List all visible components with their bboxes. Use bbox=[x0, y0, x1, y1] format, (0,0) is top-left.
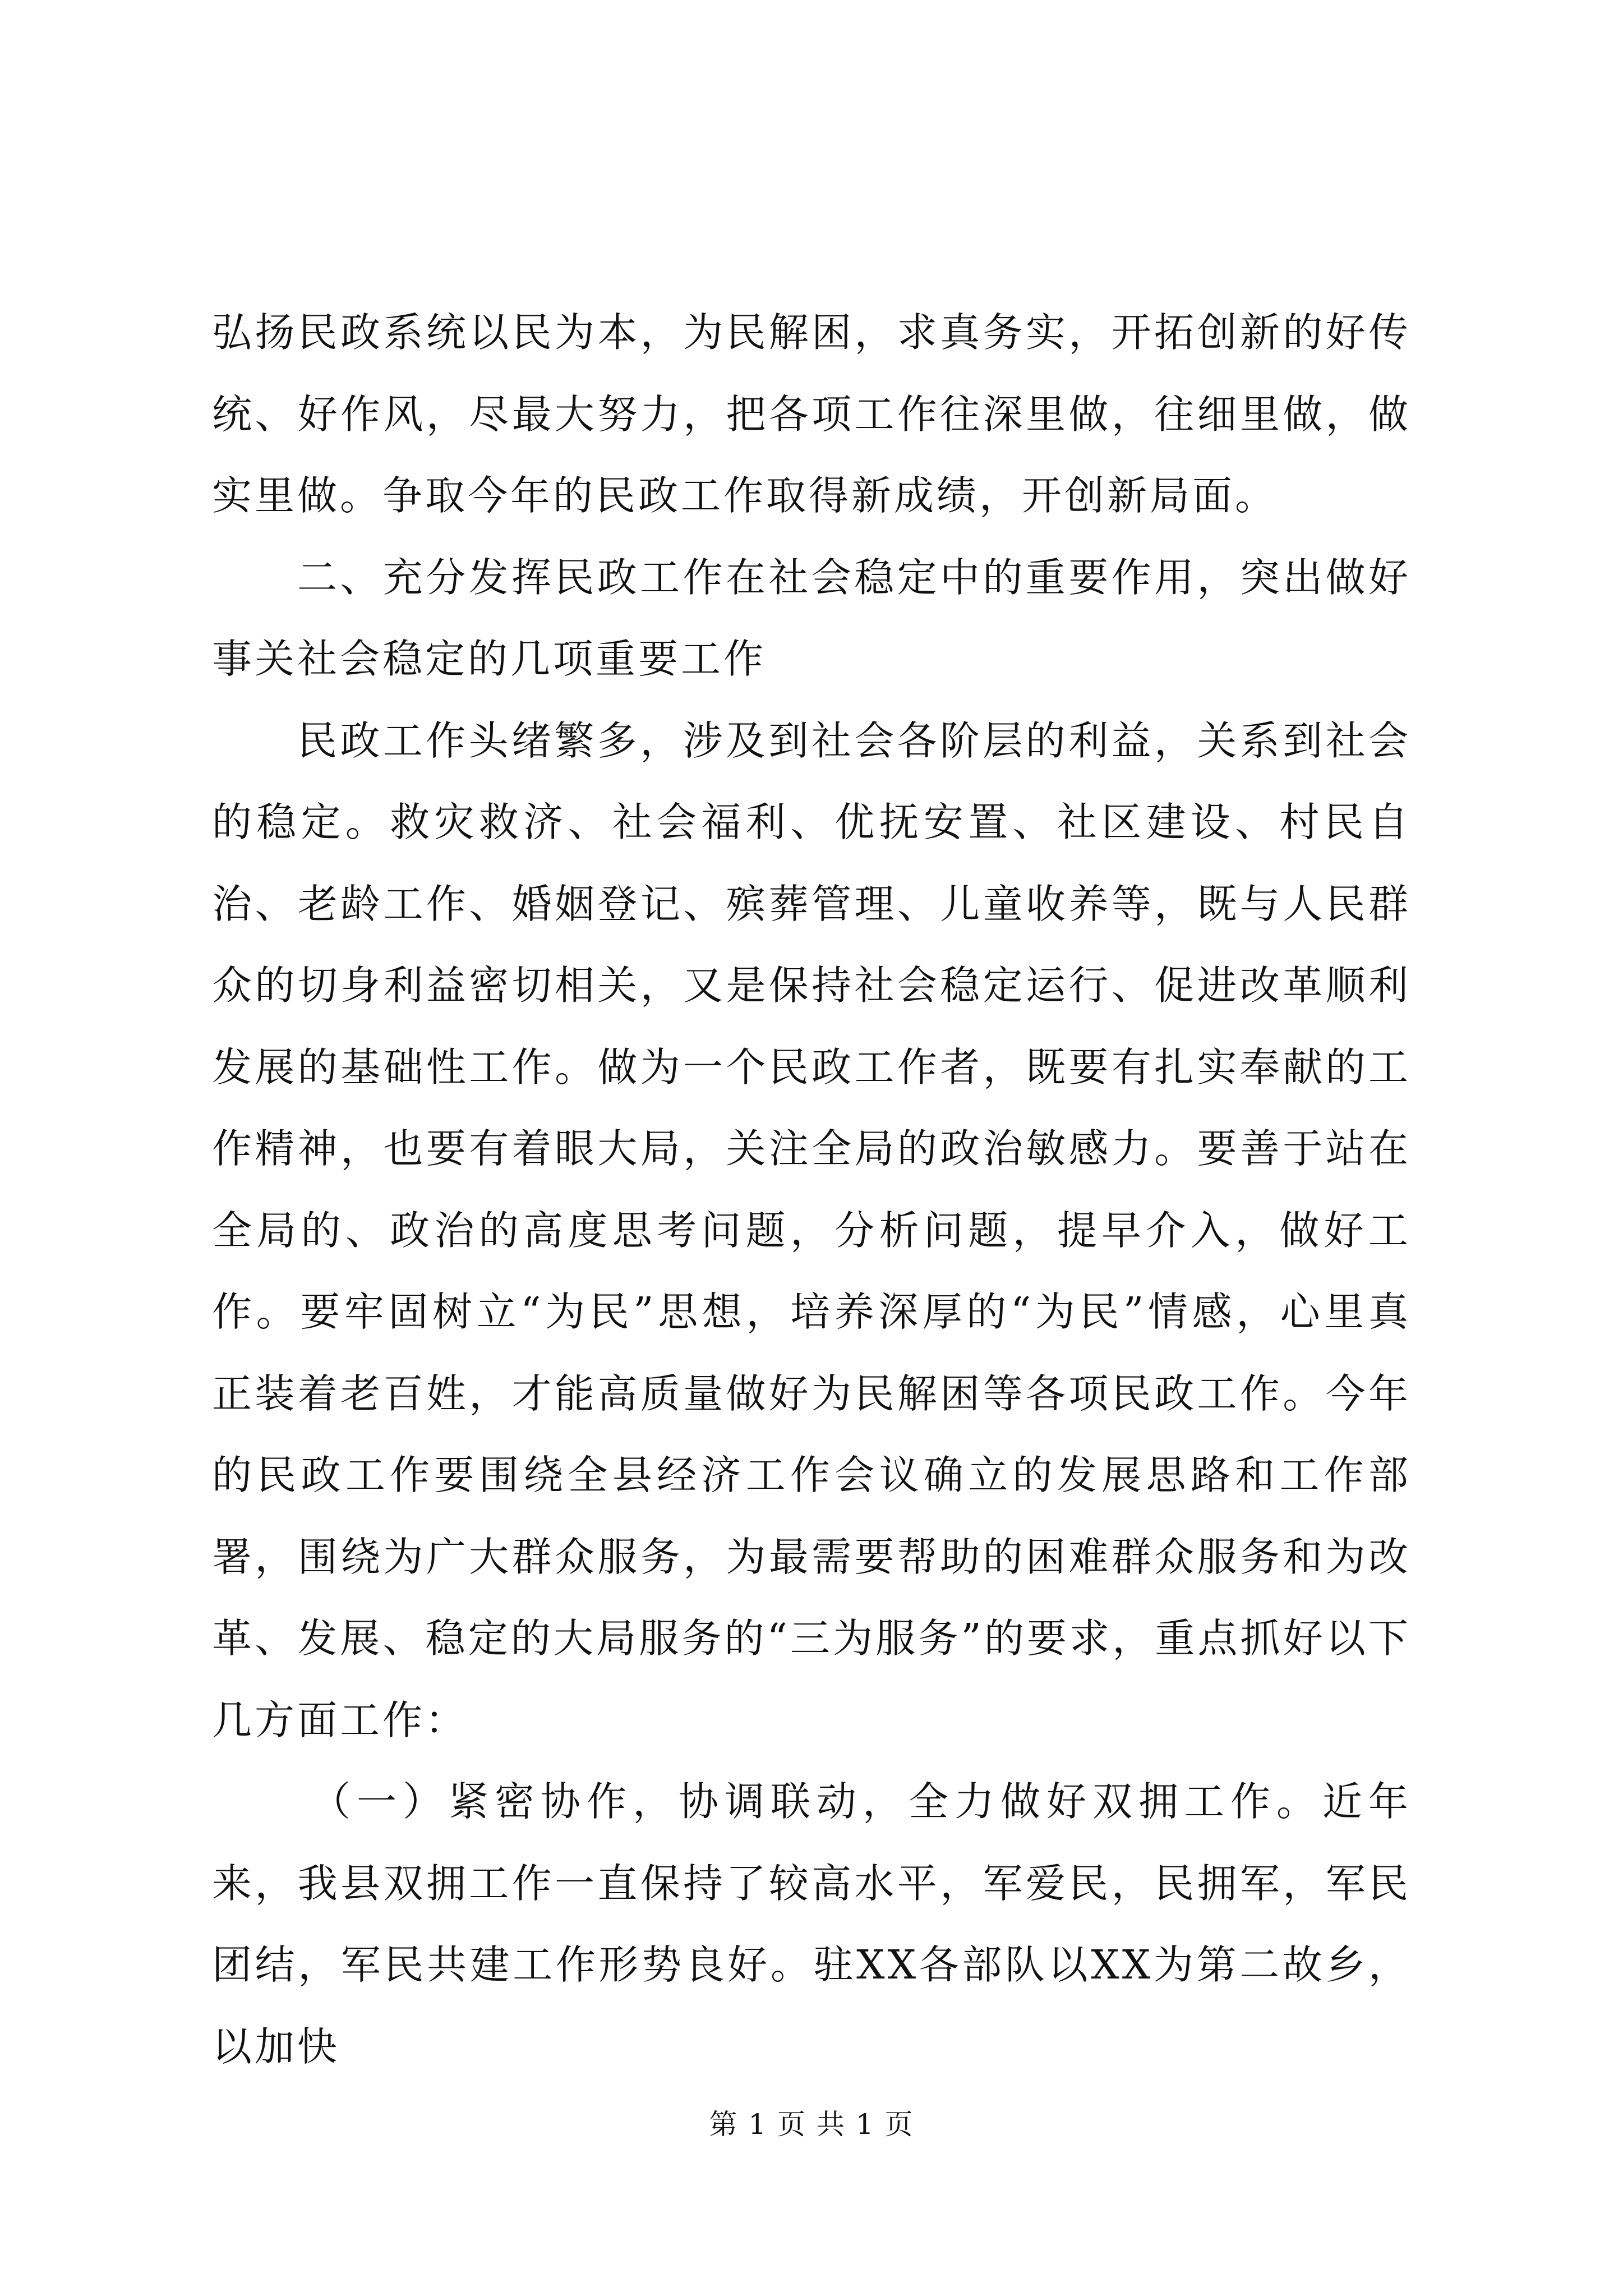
page-number-label: 第 1 页 共 1 页 bbox=[709, 2108, 914, 2141]
paragraph-intro-continuation: 弘扬民政系统以民为本，为民解困，求真务实，开拓创新的好传统、好作风，尽最大努力，把各项工作往深里做，往细里做，做实里做。争取今年的民政工作取得新成绩，开创新局面。 bbox=[212, 309, 1411, 519]
section-heading-two: 二、充分发挥民政工作在社会稳定中的重要作用，突出做好事关社会稳定的几项重要工作 bbox=[212, 554, 1411, 682]
page-footer bbox=[0, 2105, 1623, 2144]
paragraph-subsection-one: （一）紧密协作，协调联动，全力做好双拥工作。近年来，我县双拥工作一直保持了较高水平，军爱民，民拥军，军民团结，军民共建工作形势良好。驻XX各部队以XX为第二故乡，以加快 bbox=[212, 1778, 1411, 2070]
body-text bbox=[212, 292, 1411, 2087]
paragraph-civil-affairs-work: 民政工作头绪繁多，涉及到社会各阶层的利益，关系到社会的稳定。救灾救济、社会福利、优抚安置、社区建设、村民自治、老龄工作、婚姻登记、殡葬管理、儿童收养等，既与人民群众的切身利益密切相关，又是保持社会稳定运行、促进改革顺利发展的基础性工作。做为一个民政工作者，既要有扎实奉献的工作精神，也要有着眼大局，关注全局的政治敏感力。要善于站在全局的、政治的高度思考问题，分析问题，提早介入，做好工作。要牢固树立“为民”思想，培养深厚的“为民”情感，心里真正装着老百姓，才能高质量做好为民解困等各项民政工作。今年的民政工作要围绕全县经济工作会议确立的发展思路和工作部署，围绕为广大群众服务，为最需要帮助的困难群众服务和为改革、发展、稳定的大局服务的“三为服务”的要求，重点抓好以下几方面工作： bbox=[212, 717, 1411, 1743]
